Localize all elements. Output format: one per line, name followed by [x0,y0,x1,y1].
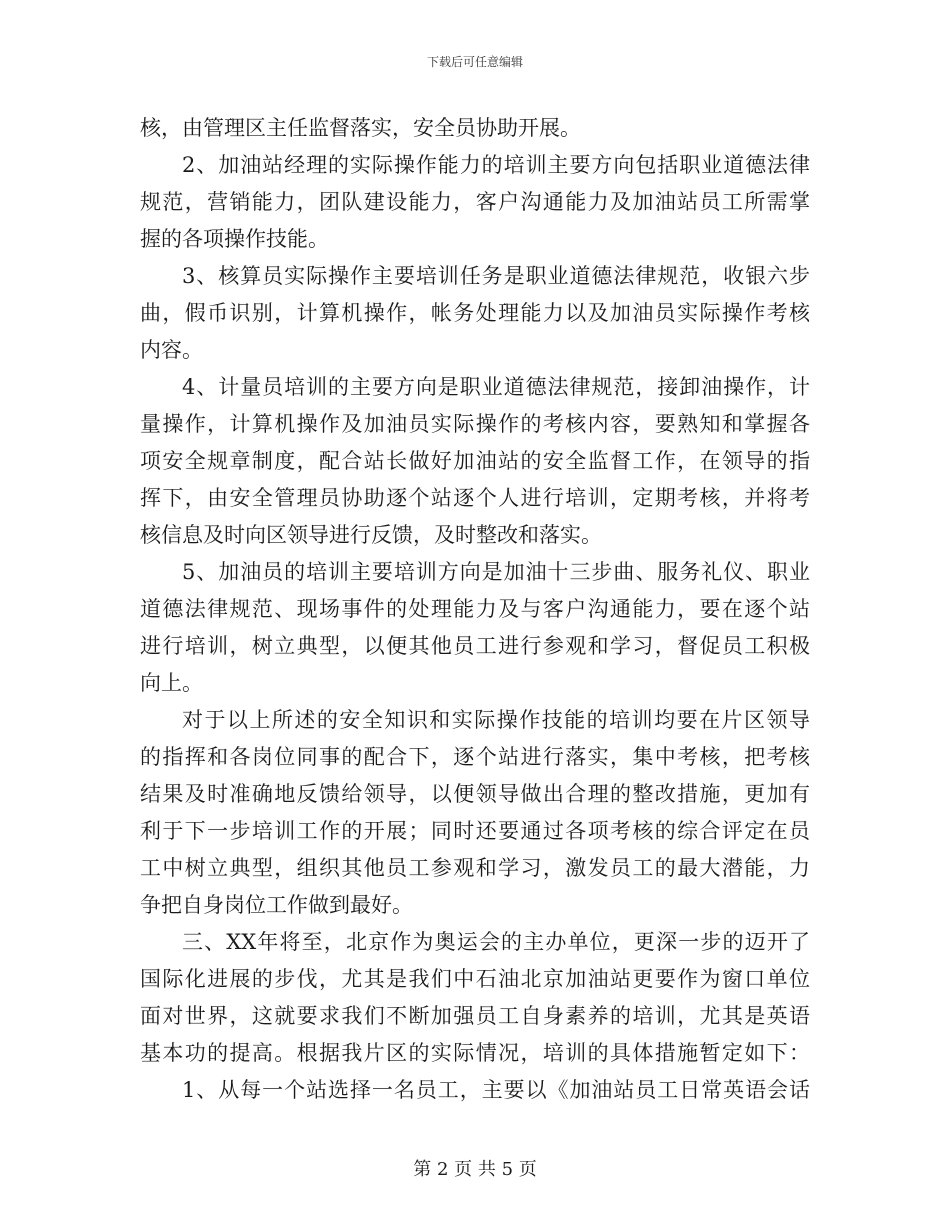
body-line: 2、加油站经理的实际操作能力的培训主要方向包括职业道德法律 [182,153,810,177]
header-note: 下载后可任意编辑 [426,55,523,69]
page-number: 第 2 页 共 5 页 [413,1159,537,1180]
body-line: 三、XX年将至，北京作为奥运会的主办单位，更深一步的迈开了 [182,930,810,954]
body-line: 规范，营销能力，团队建设能力，客户沟通能力及加油站员工所需掌 [140,190,810,214]
document-body [140,110,810,1109]
body-line: 核信息及时向区领导进行反馈，及时整改和落实。 [140,523,602,547]
body-line: 的指挥和各岗位同事的配合下，逐个站进行落实，集中考核，把考核 [140,745,810,769]
body-line: 结果及时准确地反馈给领导，以便领导做出合理的整改措施，更加有 [140,782,810,806]
body-line: 项安全规章制度，配合站长做好加油站的安全监督工作，在领导的指 [140,449,810,473]
body-line: 道德法律规范、现场事件的处理能力及与客户沟通能力，要在逐个站 [140,597,810,621]
body-line: 1、从每一个站选择一名员工，主要以《加油站员工日常英语会话 [182,1078,810,1102]
body-line: 工中树立典型，组织其他员工参观和学习，激发员工的最大潜能，力 [140,856,810,880]
body-line: 4、计量员培训的主要方向是职业道德法律规范，接卸油操作，计 [182,375,810,399]
body-line: 内容。 [140,338,203,362]
body-line: 核，由管理区主任监督落实，安全员协助开展。 [140,116,581,140]
body-line: 争把自身岗位工作做到最好。 [140,893,413,917]
body-line: 利于下一步培训工作的开展；同时还要通过各项考核的综合评定在员 [140,819,810,843]
body-line: 3、核算员实际操作主要培训任务是职业道德法律规范，收银六步 [182,264,810,288]
body-line: 对于以上所述的安全知识和实际操作技能的培训均要在片区领导 [182,708,810,732]
body-line: 国际化进展的步伐，尤其是我们中石油北京加油站更要作为窗口单位 [140,967,810,991]
body-line: 基本功的提高。根据我片区的实际情况，培训的具体措施暂定如下： [140,1041,810,1065]
body-line: 量操作，计算机操作及加油员实际操作的考核内容，要熟知和掌握各 [140,412,810,436]
body-line: 曲，假币识别，计算机操作，帐务处理能力以及加油员实际操作考核 [140,301,810,325]
body-line: 向上。 [140,671,203,695]
body-line: 进行培训，树立典型，以便其他员工进行参观和学习，督促员工积极 [140,634,810,658]
body-line: 面对世界，这就要求我们不断加强员工自身素养的培训，尤其是英语 [140,1004,810,1028]
body-line: 挥下，由安全管理员协助逐个站逐个人进行培训，定期考核，并将考 [140,486,810,510]
body-line: 握的各项操作技能。 [140,227,329,251]
body-line: 5、加油员的培训主要培训方向是加油十三步曲、服务礼仪、职业 [182,560,810,584]
